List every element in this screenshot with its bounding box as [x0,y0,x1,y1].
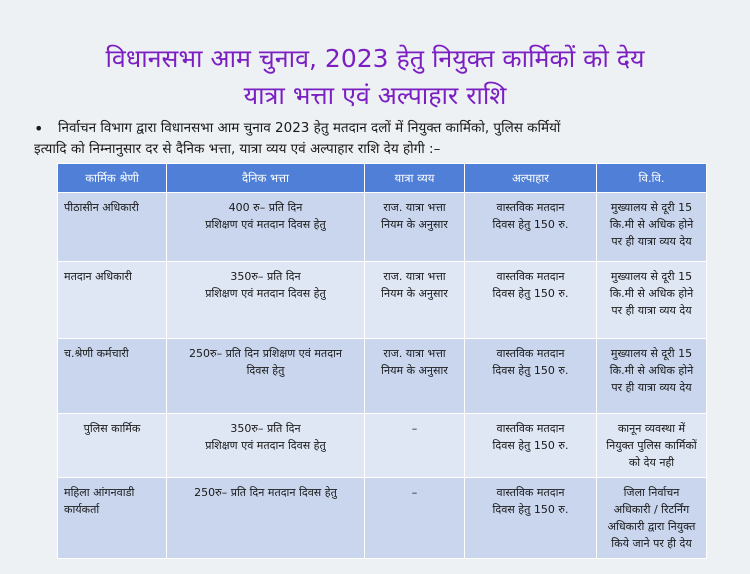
slide-title-line1: विधानसभा आम चुनाव, 2023 हेतु नियुक्त कार्मिकों को देय [105,44,645,73]
table-header-row [58,164,707,193]
cell-snack: वास्तविक मतदान दिवस हेतु 150 रु. [465,193,597,262]
header-category: कार्मिक श्रेणी [58,164,167,193]
bullet-point [34,118,724,160]
cell-daily-allowance: 350रु– प्रति दिन प्रशिक्षण एवं मतदान दिवस हेतु [167,262,365,339]
cell-remarks: मुख्यालय से दूरी 15 कि.मी से अधिक होने पर ही यात्रा व्यय देय [597,339,707,414]
header-travel: यात्रा व्यय [365,164,465,193]
cell-category: महिला आंगनवाडी कार्यकर्ता [58,478,167,559]
table-row [58,339,707,414]
cell-travel: – [365,478,465,559]
bullet-line1: निर्वाचन विभाग द्वारा विधानसभा आम चुनाव 2023 हेतु मतदान दलों में नियुक्त कार्मिको, पुलिस कर्मियों [58,120,561,136]
cell-daily-allowance: 400 रु– प्रति दिन प्रशिक्षण एवं मतदान दिवस हेतु [167,193,365,262]
cell-remarks: जिला निर्वाचन अधिकारी / रिटर्निंग अधिकारी द्वारा नियुक्त किये जाने पर ही देय [597,478,707,559]
cell-snack: वास्तविक मतदान दिवस हेतु 150 रु. [465,262,597,339]
cell-category: पीठासीन अधिकारी [58,193,167,262]
header-remarks: वि.वि. [597,164,707,193]
header-snack: अल्पाहार [465,164,597,193]
bullet-line2: इत्यादि को निम्नानुसार दर से दैनिक भत्ता, यात्रा व्यय एवं अल्पाहार राशि देय होगी :– [34,141,441,157]
cell-travel: – [365,414,465,478]
slide-title-line2: यात्रा भत्ता एवं अल्पाहार राशि [243,81,507,110]
cell-remarks: मुख्यालय से दूरी 15 कि.मी से अधिक होने पर ही यात्रा व्यय देय [597,262,707,339]
cell-remarks: कानून व्यवस्था में नियुक्त पुलिस कार्मिकों को देय नही [597,414,707,478]
cell-daily-allowance: 350रु– प्रति दिन प्रशिक्षण एवं मतदान दिवस हेतु [167,414,365,478]
cell-travel: राज. यात्रा भत्ता नियम के अनुसार [365,262,465,339]
allowance-table [57,163,707,559]
cell-travel: राज. यात्रा भत्ता नियम के अनुसार [365,339,465,414]
cell-snack: वास्तविक मतदान दिवस हेतु 150 रु. [465,478,597,559]
table-row [58,478,707,559]
cell-daily-allowance: 250रु– प्रति दिन प्रशिक्षण एवं मतदान दिवस हेतु [167,339,365,414]
cell-daily-allowance: 250रु– प्रति दिन मतदान दिवस हेतु [167,478,365,559]
bullet-dot-icon: • [34,119,44,138]
cell-remarks: मुख्यालय से दूरी 15 कि.मी से अधिक होने पर ही यात्रा व्यय देय [597,193,707,262]
cell-category: च.श्रेणी कर्मचारी [58,339,167,414]
table-row [58,262,707,339]
table-row [58,414,707,478]
header-daily-allowance: दैनिक भत्ता [167,164,365,193]
table-row [58,193,707,262]
cell-snack: वास्तविक मतदान दिवस हेतु 150 रु. [465,339,597,414]
cell-category: मतदान अधिकारी [58,262,167,339]
cell-category: पुलिस कार्मिक [58,414,167,478]
cell-travel: राज. यात्रा भत्ता नियम के अनुसार [365,193,465,262]
cell-snack: वास्तविक मतदान दिवस हेतु 150 रु. [465,414,597,478]
